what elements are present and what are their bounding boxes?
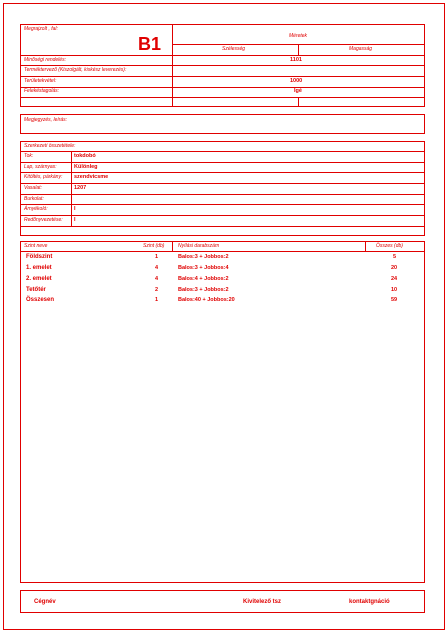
field-value: 1101 (290, 57, 302, 63)
spec-label: Kitöltés, párkány: (24, 174, 63, 180)
spec-label: Árnyékoló: (24, 206, 48, 212)
row-openings: Balos:40 + Jobbos:20 (178, 297, 235, 303)
row-count: 4 (155, 276, 159, 282)
spec-value: I (74, 217, 76, 223)
spec-label: Tok: (24, 153, 34, 159)
project-label: Megrajzolt , fal: (24, 26, 58, 32)
field-label: Területekvétel: (24, 78, 57, 84)
row-count: 4 (155, 265, 159, 271)
field-label: Felekéstagolás: (24, 88, 60, 94)
spec-value: 1207 (74, 185, 87, 191)
col-header-count: Szint (db) (143, 243, 165, 249)
spec-value: Különleg (74, 164, 98, 170)
row-total: 59 (391, 297, 398, 303)
col-header-name: Szint neve (24, 243, 48, 249)
col-header-openings: Nyílási darabszám (178, 243, 220, 249)
col-header-total: Összes (db) (376, 243, 403, 249)
note-label: Megjegyzés, leírás: (24, 117, 68, 123)
spec-label: Redőnyvezetése: (24, 217, 63, 223)
row-name: Összesen (26, 297, 55, 303)
row-count: 1 (155, 297, 159, 303)
spec-value: tokdobó (74, 153, 96, 159)
row-name: 1. emelet (26, 265, 52, 271)
element-code: B1 (138, 34, 162, 54)
spec-label: Vasalat: (24, 185, 42, 191)
row-name: 2. emelet (26, 276, 52, 282)
footer-signature: kontaktgnáció (349, 599, 390, 605)
row-count: 1 (155, 254, 159, 260)
dimensions-label: Méretek (289, 33, 308, 39)
row-openings: Balos:4 + Jobbos:2 (178, 276, 229, 282)
spec-value: szendvicsme (74, 174, 109, 180)
row-openings: Balos:3 + Jobbos:4 (178, 265, 229, 271)
row-name: Tetőtér (26, 287, 46, 293)
spec-label: Lap, szárnyas: (24, 164, 57, 170)
row-name: Földszint (26, 254, 53, 260)
field-value: Igé (294, 88, 302, 94)
row-count: 2 (155, 287, 159, 293)
height-label: Magasság (349, 46, 373, 52)
footer-company: Cégnév (34, 599, 56, 605)
field-value: 1000 (290, 78, 303, 84)
specs-title: Szerkezeti összetétele: (24, 143, 76, 149)
row-total: 20 (391, 265, 398, 271)
note-block (20, 114, 425, 134)
row-openings: Balos:3 + Jobbos:2 (178, 287, 229, 293)
footer-contractor: Kivitelező tsz (243, 599, 282, 605)
row-openings: Balos:3 + Jobbos:2 (178, 254, 229, 260)
row-total: 24 (391, 276, 398, 282)
width-label: Szélesség (222, 46, 246, 52)
field-label: Terméktervező (Kiszolgált, kiskész leverezés): (24, 67, 127, 73)
spec-value: I (74, 206, 76, 212)
row-total: 10 (391, 287, 398, 293)
row-total: 5 (393, 254, 397, 260)
spec-label: Burkolat: (24, 196, 44, 202)
field-label: Minőségi rendelés: (24, 57, 66, 63)
